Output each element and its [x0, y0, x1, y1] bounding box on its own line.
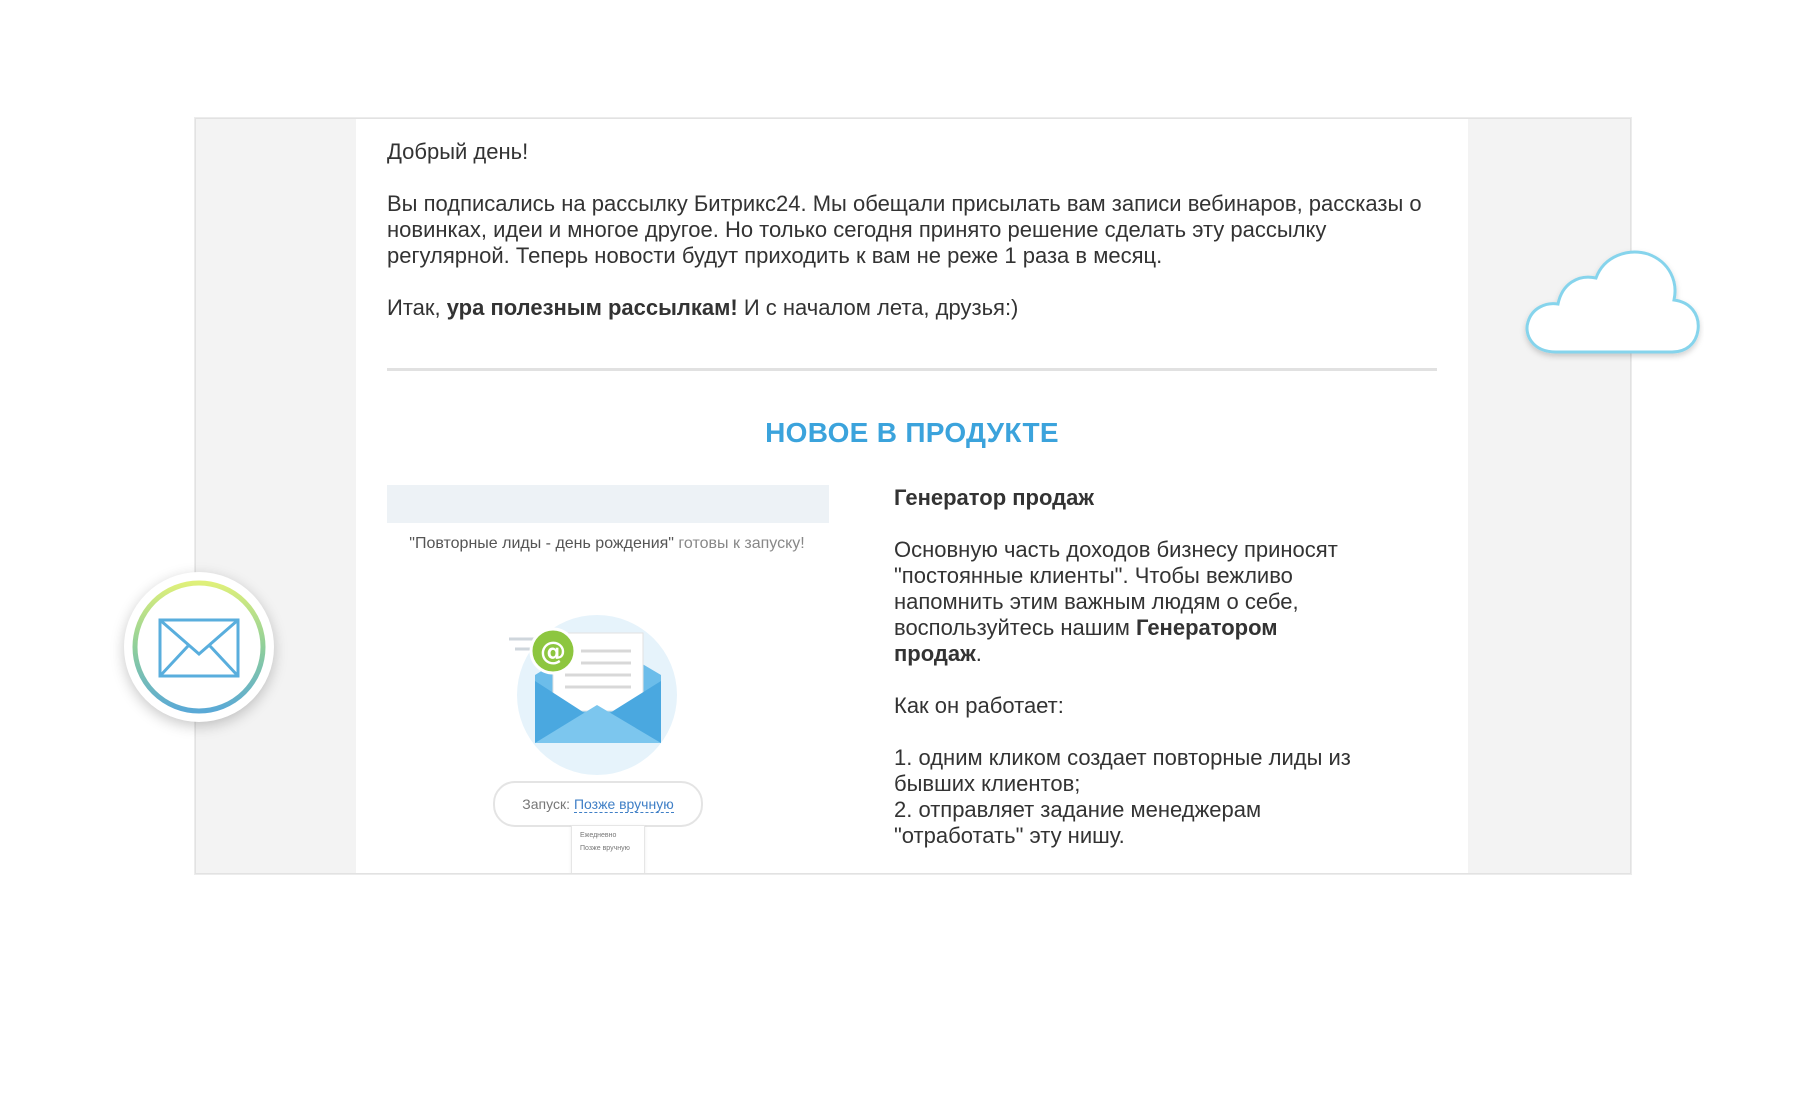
caption-main: "Повторные лиды - день рождения": [409, 535, 674, 552]
mail-badge: [124, 572, 274, 722]
cheer-suffix: И с началом лета, друзья:): [737, 295, 1019, 320]
dropdown-option-manual[interactable]: Позже вручную: [580, 845, 630, 852]
cloud-icon: [1518, 244, 1704, 362]
product-paragraph-1: [894, 537, 1364, 667]
para1-bold: Генератором продаж: [894, 615, 1278, 666]
screenshot-header-bar: [387, 485, 829, 523]
product-description: [894, 537, 1364, 849]
step-1: 1. одним кликом создает повторные лиды из бывших клиентов;: [894, 745, 1351, 796]
cheer-prefix: Итак,: [387, 295, 447, 320]
product-title: Генератор продаж: [894, 485, 1094, 510]
launch-dropdown: [571, 825, 645, 873]
para1-end: .: [975, 641, 982, 666]
intro-paragraph: Вы подписались на рассылку Битрикс24. Мы обещали присылать вам записи вебинаров, рассказы о новинках, идеи и многое другое. Но только сегодня принято решение сделать эту рассылку регулярной. Теперь новости будут приходить к вам не реже 1 раза в месяц.: [387, 191, 1422, 268]
cheer-paragraph: [387, 295, 1018, 321]
launch-label: Запуск:: [522, 796, 570, 812]
envelope-illustration: [505, 609, 685, 779]
launch-selector[interactable]: [493, 781, 703, 827]
svg-text:@: @: [540, 637, 566, 667]
caption-light: готовы к запуску!: [673, 535, 805, 552]
dropdown-option-daily[interactable]: Ежедневно: [580, 832, 617, 839]
step-2: 2. отправляет задание менеджерам "отработать" эту нишу.: [894, 797, 1262, 848]
email-body: [356, 119, 1468, 873]
product-paragraph-2: Как он работает:: [894, 693, 1064, 718]
greeting-text: Добрый день!: [387, 139, 529, 164]
screenshot-caption: [407, 533, 807, 555]
divider: [387, 368, 1437, 371]
launch-link[interactable]: Позже вручную: [573, 795, 674, 812]
section-title: НОВОЕ В ПРОДУКТЕ: [765, 417, 1059, 448]
para1-text: Основную часть доходов бизнесу приносят "постоянные клиенты". Чтобы вежливо напомнить этим важным людям о себе, воспользуйтесь нашим: [894, 537, 1338, 640]
cheer-bold: ура полезным рассылкам!: [446, 295, 738, 320]
email-preview-frame: [195, 118, 1631, 874]
product-screenshot: [387, 485, 829, 873]
